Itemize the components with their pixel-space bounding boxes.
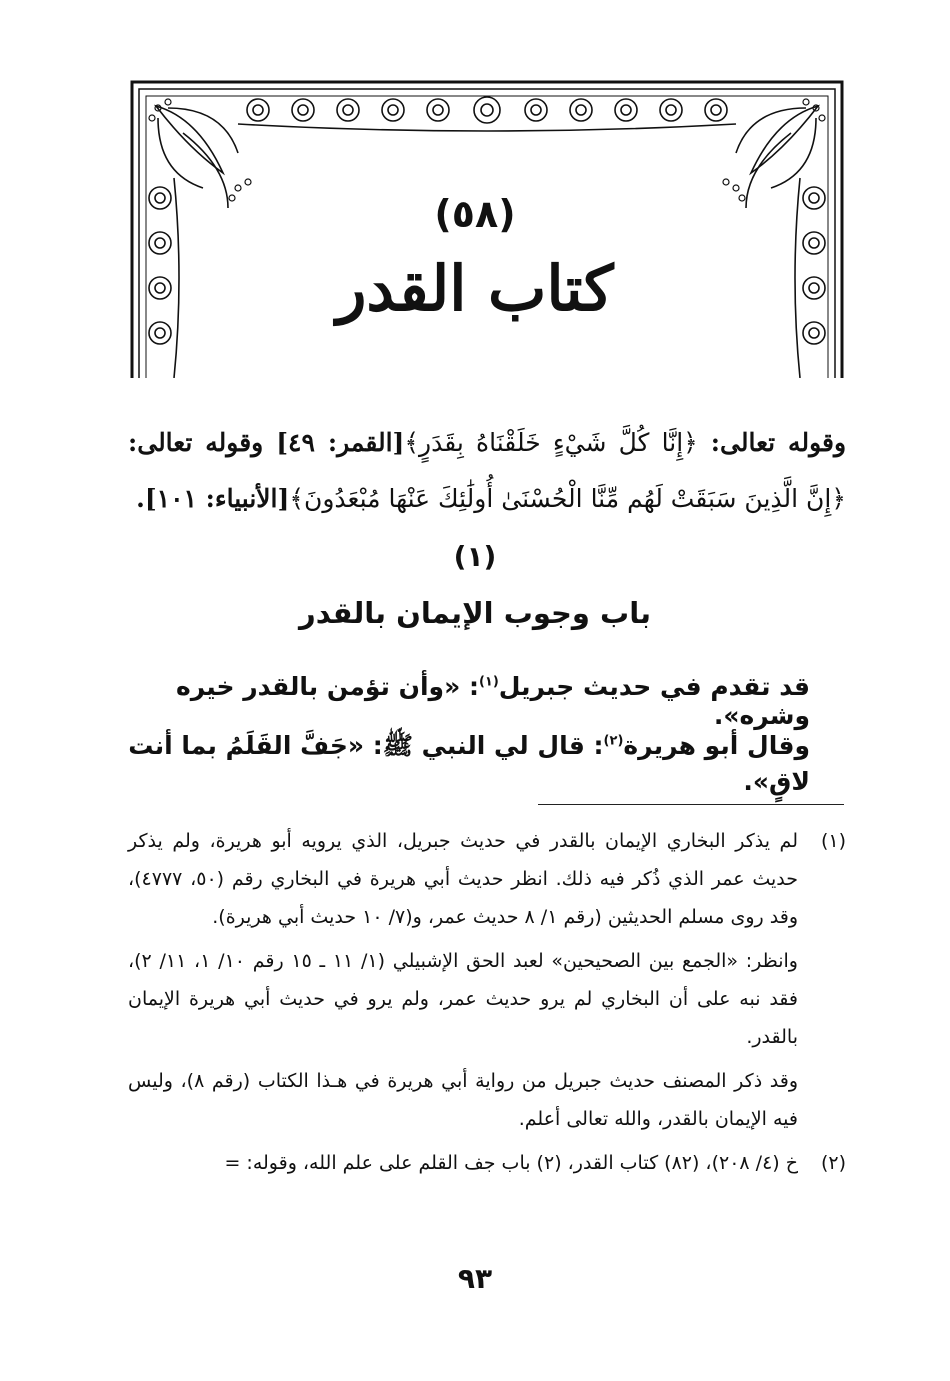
footnote-paragraph: وانظر: «الجمع بين الصحيحين» لعبد الحق الإشبيلي (١/ ١١ ـ ١٥ رقم ١٠/ ١، ١١/ ٢)، فقد نبه على أن البخاري لم يرو حديث عمر، ولم يرو في حديث أبي هريرة الإيمان بالقدر. [128, 950, 798, 1048]
footnotes [128, 822, 846, 1182]
book-title: كتاب القدر [336, 252, 614, 325]
footnote-divider [538, 804, 844, 805]
footnote-marker: (٢) [603, 733, 624, 749]
intro-text: وقوله تعالى: [697, 428, 847, 457]
footnote-number: (٢) [820, 1152, 846, 1174]
footnote-paragraph: خ (٤/ ٢٠٨)، (٨٢) كتاب القدر، (٢) باب جف القلم على علم الله، وقوله: = [224, 1152, 798, 1174]
footnote-paragraph: لم يذكر البخاري الإيمان بالقدر في حديث جبريل، الذي يرويه أبو هريرة، ولم يذكر حديث عمر الذي ذُكر فيه ذلك. انظر حديث أبي هريرة في البخاري رقم (٥٠، ٤٧٧٧)، وقد روى مسلم الحديثين (رقم ١/ ٨ حديث عمر، و(٧/ ١٠ حديث أبي هريرة). [128, 830, 798, 928]
footnote-number: (١) [820, 830, 846, 852]
hadith-text: : قال لي النبي ﷺ: «جَفَّ القَلَمُ بما أنت لاقٍ». [128, 731, 810, 796]
verse-reference: [الأنبياء: ١٠١]. [136, 484, 290, 513]
hadith-line [110, 730, 810, 796]
intro-text: وقوله تعالى: [128, 428, 264, 457]
quran-verse: ﴿إِنَّا كُلَّ شَيْءٍ خَلَقْنَاهُ بِقَدَرٍ﴾ [404, 428, 698, 457]
footnote-1 [128, 822, 846, 1138]
book-number: (٥٨) [434, 192, 516, 236]
quran-verse: ﴿إِنَّ الَّذِينَ سَبَقَتْ لَهُم مِّنَّا الْحُسْنَىٰ أُولَٰئِكَ عَنْهَا مُبْعَدُونَ﴾ [289, 484, 846, 513]
hadith-line [110, 672, 810, 730]
footnote-marker: (١) [478, 674, 499, 690]
page-number: ٩٣ [457, 1262, 493, 1295]
verse-reference: [القمر: ٤٩] [263, 428, 405, 457]
hadith-text: : «وأن تؤمن بالقدر خيره وشره». [175, 672, 810, 730]
footnote-2 [128, 1144, 846, 1182]
hadith-text: وقال أبو هريرة [623, 731, 810, 760]
chapter-title: باب وجوب الإيمان بالقدر [299, 596, 651, 630]
footnote-paragraph: وقد ذكر المصنف حديث جبريل من رواية أبي هريرة في هـذا الكتاب (رقم ٨)، وليس فيه الإيمان بالقدر، والله تعالى أعلم. [128, 1070, 798, 1130]
hadith-text: قد تقدم في حديث جبريل [498, 672, 810, 701]
intro-paragraph [128, 415, 846, 527]
chapter-number: (١) [453, 540, 497, 573]
